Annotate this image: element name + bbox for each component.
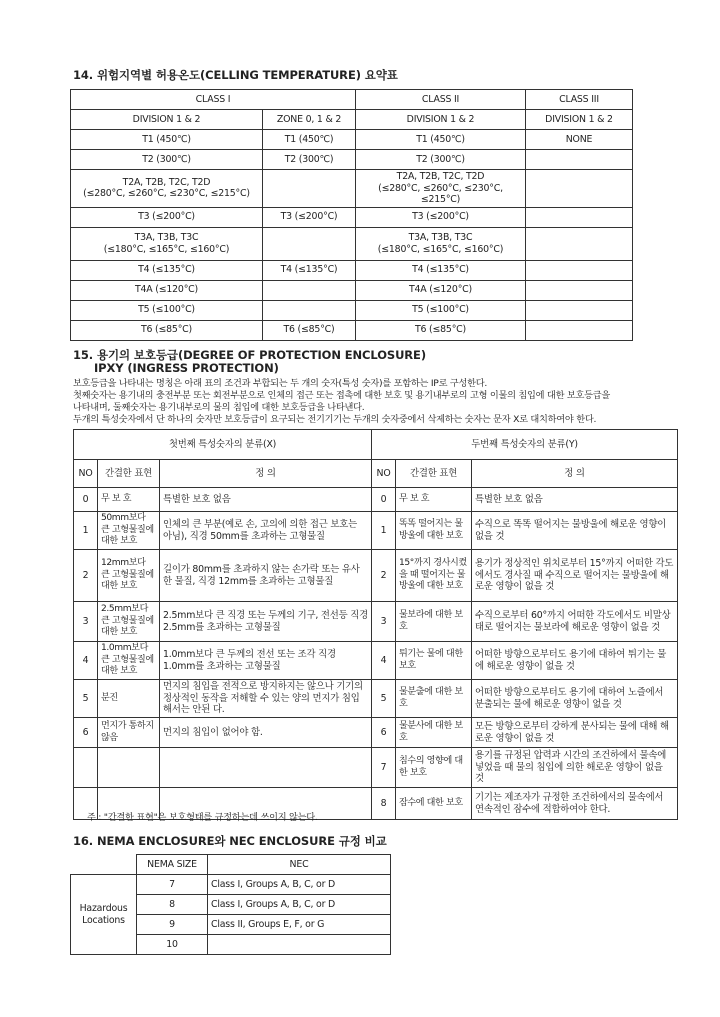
table-cell (526, 260, 633, 280)
brief-cell: 50mm보다 큰 고형물질에 대한 보호 (98, 512, 160, 550)
table-cell: T6 (≤85°C) (263, 320, 356, 340)
digit-cell: 3 (372, 602, 396, 642)
definition-cell: 기기는 제조자가 규정한 조건하에서의 물속에서 연속적인 잠수에 적합하여야 한다. (472, 788, 678, 820)
table-row (71, 320, 633, 340)
table-row (71, 207, 633, 227)
cell-line: (≤180°C, ≤165°C, ≤160°C) (377, 243, 504, 255)
digit-cell: 2 (372, 550, 396, 602)
table-note: 주 : "간결한 표현"은 보호형태를 규정하는데 쓰이지 않는다. (87, 812, 318, 823)
table-row (74, 680, 678, 718)
subheader-cell: DIVISION 1 & 2 (526, 110, 633, 130)
table-header-row (71, 90, 633, 110)
table-cell (526, 280, 633, 300)
table-cell: T5 (≤100°C) (71, 300, 263, 320)
definition-header: 정 의 (472, 460, 678, 488)
table-row (74, 602, 678, 642)
class-2-header: CLASS II (356, 90, 526, 110)
table-cell: T2 (300℃) (263, 150, 356, 170)
table-cell: T4 (≤135°C) (263, 260, 356, 280)
digit-cell (74, 748, 98, 788)
table-cell (263, 227, 356, 260)
table-row (71, 280, 633, 300)
empty-corner-cell (71, 855, 137, 875)
brief-cell: 12mm보다 큰 고형물질에 대한 보호 (98, 550, 160, 602)
digit-cell: 5 (74, 680, 98, 718)
table-row (71, 170, 633, 208)
cell-line: T3A, T3B, T3C (408, 232, 473, 243)
brief-cell: 튀기는 물에 대한 보호 (396, 642, 472, 680)
table-cell: T3 (≤200°C) (356, 207, 526, 227)
digit-cell: 0 (372, 488, 396, 512)
section-15-title: 15. 용기의 보호등급(DEGREE OF PROTECTION ENCLOSURE) (73, 348, 426, 362)
nec-cell: Class I, Groups A, B, C, or D (208, 875, 391, 895)
brief-header: 간결한 표현 (396, 460, 472, 488)
digit-cell: 1 (74, 512, 98, 550)
table-cell: T4 (≤135°C) (71, 260, 263, 280)
hazardous-locations-label: Hazardous Locations (71, 875, 137, 955)
table-cell (263, 300, 356, 320)
subheader-cell: ZONE 0, 1 & 2 (263, 110, 356, 130)
table-cell (71, 227, 263, 260)
table-cell (356, 227, 526, 260)
table-row (71, 875, 391, 895)
digit-cell: 5 (372, 680, 396, 718)
size-cell: 8 (137, 895, 208, 915)
subheader-cell: DIVISION 1 & 2 (71, 110, 263, 130)
ceiling-temperature-table (70, 89, 633, 341)
table-row (74, 718, 678, 748)
table-header-row (71, 855, 391, 875)
table-row (71, 260, 633, 280)
definition-cell: 용기를 규정된 압력과 시간의 조건하에서 물속에 넣었을 때 물의 침입에 의한 해로운 영향이 없을 것 (472, 748, 678, 788)
table-cell (526, 207, 633, 227)
table-cell (526, 300, 633, 320)
cell-line: T3A, T3B, T3C (134, 232, 199, 243)
digit-cell: 6 (74, 718, 98, 748)
table-cell: T4A (≤120°C) (71, 280, 263, 300)
table-cell (526, 320, 633, 340)
nec-cell: Class I, Groups A, B, C, or D (208, 895, 391, 915)
first-digit-header: 첫번째 특성숫자의 분류(X) (74, 430, 372, 460)
table-cell (71, 170, 263, 208)
digit-cell: 4 (74, 642, 98, 680)
cell-line: T2A, T2B, T2C, T2D (396, 171, 485, 182)
brief-cell: 잠수에 대한 보호 (396, 788, 472, 820)
table-cell: T2 (300℃) (71, 150, 263, 170)
brief-cell: 물보라에 대한 보호 (396, 602, 472, 642)
table-row (71, 150, 633, 170)
digit-cell: 4 (372, 642, 396, 680)
table-row (71, 227, 633, 260)
cell-line: (≤280°C, ≤260°C, ≤230°C, ≤215°C) (83, 188, 250, 200)
digit-cell: 7 (372, 748, 396, 788)
table-cell: T2 (300℃) (356, 150, 526, 170)
size-cell: 9 (137, 915, 208, 935)
nec-header: NEC (208, 855, 391, 875)
table-row (74, 550, 678, 602)
digit-cell: 6 (372, 718, 396, 748)
table-cell: T6 (≤85°C) (356, 320, 526, 340)
brief-cell: 15°까지 경사시켰을 때 떨어지는 물방울에 대한 보호 (396, 550, 472, 602)
no-header: NO (74, 460, 98, 488)
table-cell (263, 170, 356, 208)
nema-size-header: NEMA SIZE (137, 855, 208, 875)
size-cell: 7 (137, 875, 208, 895)
section-16-title: 16. NEMA ENCLOSURE와 NEC ENCLOSURE 규정 비교 (73, 834, 387, 848)
definition-cell: 용기가 정상적인 위치로부터 15°까지 어떠한 각도에서도 경사질 때 수직으로 떨어지는 물방울에 해로운 영향이 없을 것 (472, 550, 678, 602)
table-cell (526, 170, 633, 208)
digit-cell: 0 (74, 488, 98, 512)
paragraph-line: 첫째숫자는 용기내의 충전부분 또는 회전부분으로 인체의 접근 또는 접촉에 대한 보호 및 용기내부로의 고형 이물의 침입에 대한 보호등급을 (73, 390, 611, 401)
digit-cell: 8 (372, 788, 396, 820)
brief-cell: 무 보 호 (396, 488, 472, 512)
nema-nec-table (70, 854, 391, 955)
table-cell: T5 (≤100°C) (356, 300, 526, 320)
table-cell: T1 (450℃) (356, 130, 526, 150)
definition-cell: 먼지의 침입이 없어야 함. (160, 718, 372, 748)
definition-header: 정 의 (160, 460, 372, 488)
brief-cell: 먼지가 통하지 않음 (98, 718, 160, 748)
table-subheader-row (74, 460, 678, 488)
table-row (74, 642, 678, 680)
table-cell: T4A (≤120°C) (356, 280, 526, 300)
table-cell: T6 (≤85°C) (71, 320, 263, 340)
brief-cell: 분진 (98, 680, 160, 718)
brief-cell: 똑똑 떨어지는 물방울에 대한 보호 (396, 512, 472, 550)
digit-cell: 2 (74, 550, 98, 602)
size-cell: 10 (137, 935, 208, 955)
brief-cell: 물분출에 대한 보호 (396, 680, 472, 718)
table-row (71, 130, 633, 150)
second-digit-header: 두번째 특성숫자의 분류(Y) (372, 430, 678, 460)
definition-cell: 특별한 보호 없음 (472, 488, 678, 512)
paragraph-line: 나타내며, 둘째숫자는 용기내부로의 물의 침입에 대한 보호등급을 나타낸다. (73, 402, 365, 413)
table-cell: T1 (450℃) (71, 130, 263, 150)
brief-cell: 2.5mm보다 큰 고형물질에 대한 보호 (98, 602, 160, 642)
brief-cell: 무 보 호 (98, 488, 160, 512)
definition-cell: 어떠한 방향으로부터도 용기에 대하여 노즐에서 분출되는 물에 해로운 영향이 없을 것 (472, 680, 678, 718)
table-cell: T3 (≤200°C) (263, 207, 356, 227)
definition-cell: 어떠한 방향으로부터도 용기에 대하여 튀기는 물에 해로운 영향이 없을 것 (472, 642, 678, 680)
definition-cell (160, 748, 372, 788)
table-cell: T1 (450℃) (263, 130, 356, 150)
definition-cell: 2.5mm보다 큰 직경 또는 두께의 기구, 전선등 직경 2.5mm를 초과하는 고형물질 (160, 602, 372, 642)
no-header: NO (372, 460, 396, 488)
table-cell (526, 227, 633, 260)
definition-cell: 특별한 보호 없음 (160, 488, 372, 512)
definition-cell: 인체의 큰 부분(예로 손, 고의에 의한 접근 보호는 아님), 직경 50mm를 초과하는 고형물질 (160, 512, 372, 550)
table-row (74, 748, 678, 788)
protection-degree-table (73, 429, 678, 820)
class-1-header: CLASS I (71, 90, 356, 110)
table-cell (263, 280, 356, 300)
subheader-cell: DIVISION 1 & 2 (356, 110, 526, 130)
definition-cell: 먼지의 침입을 전적으로 방지하지는 않으나 기기의 정상적인 동작을 저해할 수 있는 양의 먼지가 침입해서는 안된 다. (160, 680, 372, 718)
table-cell (356, 170, 526, 208)
table-row (74, 512, 678, 550)
table-cell: T3 (≤200°C) (71, 207, 263, 227)
brief-cell (98, 748, 160, 788)
brief-cell: 물분사에 대한 보호 (396, 718, 472, 748)
definition-cell: 모든 방향으로부터 강하게 분사되는 물에 대해 해로운 영향이 없을 것 (472, 718, 678, 748)
definition-cell: 수직으로 똑똑 떨어지는 물방울에 해로운 영향이 없을 것 (472, 512, 678, 550)
nec-cell (208, 935, 391, 955)
paragraph-line: 보호등급을 나타내는 명칭은 아래 표의 조건과 부합되는 두 개의 숫자(특성 숫자)를 포함하는 IP로 구성한다. (73, 378, 488, 389)
cell-line: (≤180°C, ≤165°C, ≤160°C) (103, 243, 230, 255)
table-subheader-row (71, 110, 633, 130)
digit-cell: 3 (74, 602, 98, 642)
table-row (71, 300, 633, 320)
section-14-title: 14. 위험지역별 허용온도(CELLING TEMPERATURE) 요약표 (73, 68, 398, 82)
table-cell: NONE (526, 130, 633, 150)
cell-line: T2A, T2B, T2C, T2D (122, 176, 211, 188)
table-cell: T4 (≤135°C) (356, 260, 526, 280)
brief-header: 간결한 표현 (98, 460, 160, 488)
table-row (74, 488, 678, 512)
paragraph-line: 두개의 특성숫자에서 단 하나의 숫자만 보호등급이 요구되는 전기기기는 두개의 숫자중에서 삭제하는 숫자는 문자 X로 대치하여야 한다. (73, 414, 597, 425)
brief-cell: 침수의 영향에 대한 보호 (396, 748, 472, 788)
cell-line: (≤280°C, ≤260°C, ≤230°C, ≤215°C) (378, 182, 503, 205)
table-header-row (74, 430, 678, 460)
definition-cell: 수직으로부터 60°까지 어떠한 각도에서도 비말상태로 떨어지는 물보라에 해로운 영향이 없을 것 (472, 602, 678, 642)
definition-cell: 길이가 80mm를 초과하지 않는 손가락 또는 유사한 물질, 직경 12mm를 초과하는 고형물질 (160, 550, 372, 602)
nec-cell: Class II, Groups E, F, or G (208, 915, 391, 935)
digit-cell: 1 (372, 512, 396, 550)
definition-cell: 1.0mm보다 큰 두께의 전선 또는 조각 직경 1.0mm를 초과하는 고형물질 (160, 642, 372, 680)
section-15-subtitle: IPXY (INGRESS PROTECTION) (94, 361, 279, 375)
table-cell (526, 150, 633, 170)
class-3-header: CLASS III (526, 90, 633, 110)
brief-cell: 1.0mm보다 큰 고형물질에 대한 보호 (98, 642, 160, 680)
